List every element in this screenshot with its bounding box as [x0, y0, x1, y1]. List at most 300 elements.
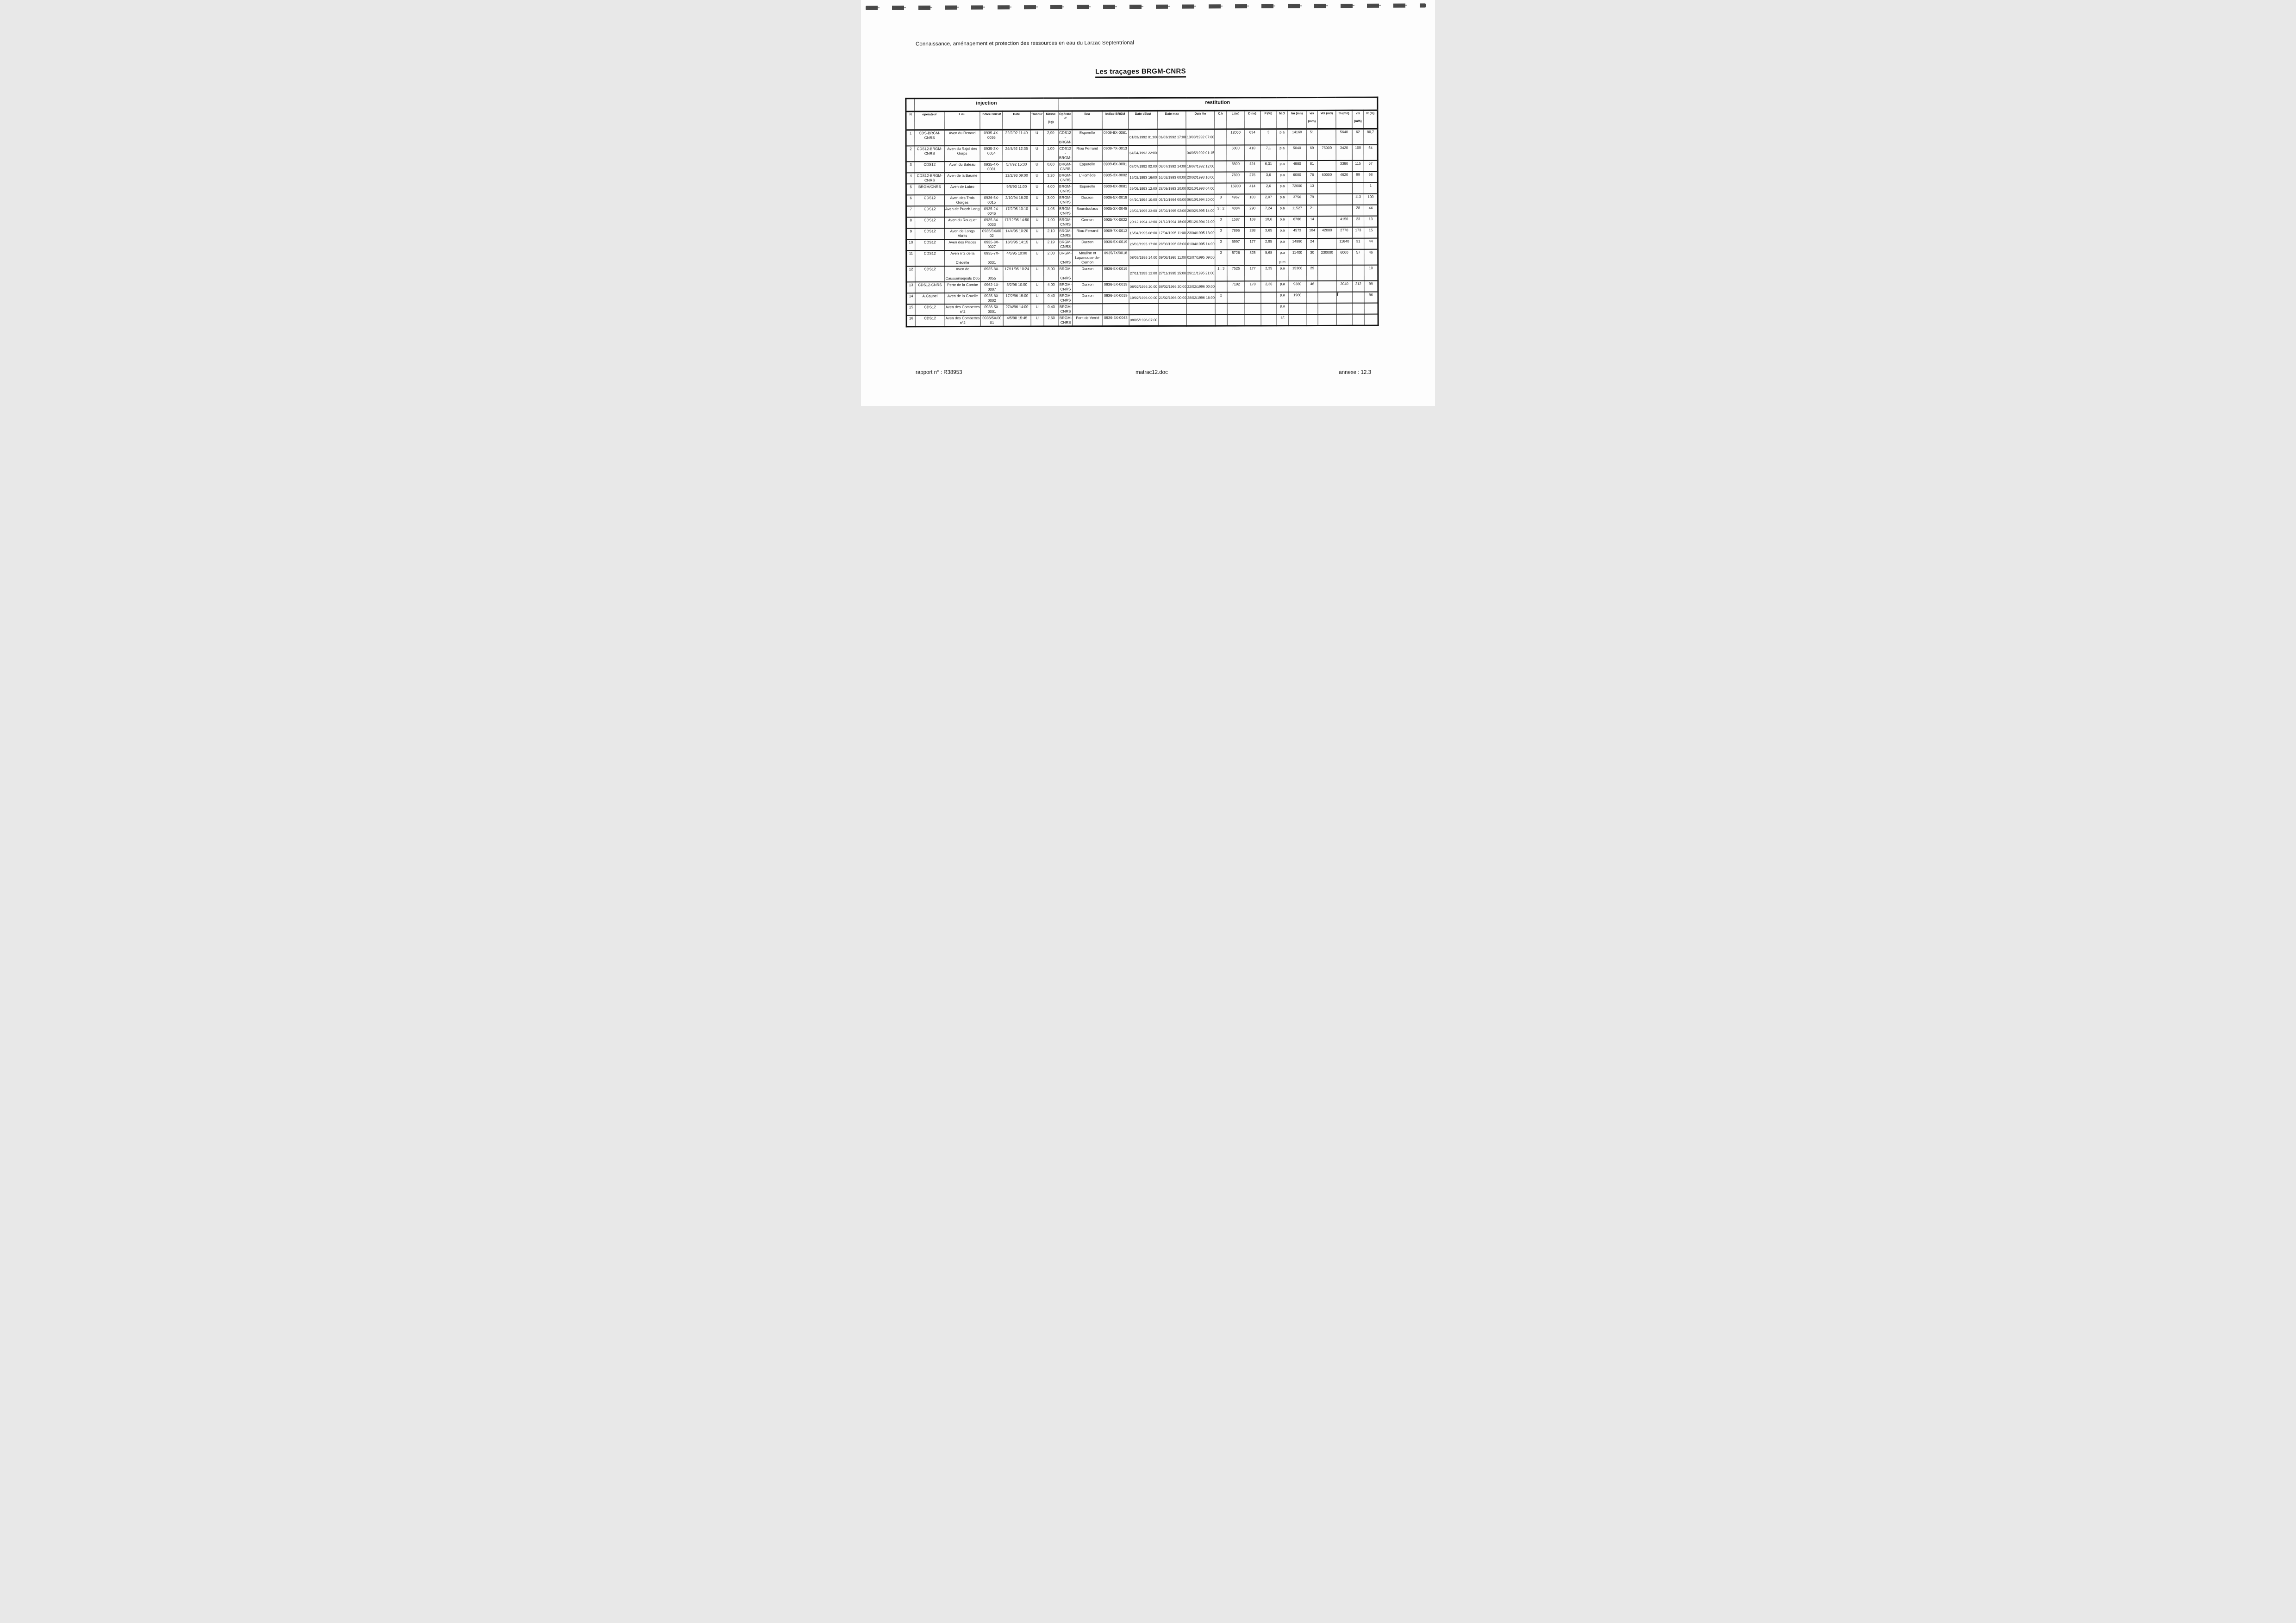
table-cell-r6-c2: CDS12: [915, 195, 944, 206]
table-cell-r1-c14: [1215, 129, 1227, 145]
table-cell-r15-c6: U: [1031, 304, 1044, 315]
table-cell-r8-c20: 14: [1306, 216, 1318, 227]
table-cell-r1-c1: 1: [906, 130, 915, 146]
table-cell-r1-c19: 14160: [1288, 129, 1306, 145]
table-cell-r16-c9: Font de Verrié: [1073, 315, 1102, 326]
table-cell-r16-c12: [1158, 315, 1186, 326]
table-row-16: [906, 314, 1378, 327]
table-cell-r12-c9: Durzon: [1073, 266, 1102, 281]
table-cell-r1-c17: 3: [1260, 129, 1277, 145]
table-cell-r1-c5: 22/2/92 11:40: [1003, 130, 1030, 146]
table-cell-r14-c17: [1261, 292, 1277, 303]
table-cell-r7-c1: 7: [906, 206, 915, 217]
table-cell-r15-c22: [1336, 303, 1353, 314]
table-cell-r14-c19: 1980: [1288, 292, 1307, 303]
table-cell-r7-c13: 26/02/1995 14:00: [1186, 205, 1215, 217]
table-cell-r13-c17: 2,36: [1261, 281, 1277, 292]
table-cell-r14-c20: [1307, 292, 1318, 303]
column-header-17: M.O: [1276, 110, 1288, 129]
table-cell-r3-c8: BRGM- CNRS: [1058, 162, 1073, 173]
table-cell-r3-c15: 6500: [1227, 161, 1244, 172]
table-cell-r11-c3: Aven n°2 de la Clédelle: [944, 250, 980, 266]
table-cell-r10-c21: [1318, 238, 1336, 249]
table-cell-r5-c19: 72000: [1288, 183, 1306, 194]
table-cell-r13-c23: 212: [1353, 281, 1365, 292]
table-cell-r8-c13: 25/12/1994 21:00: [1186, 217, 1215, 228]
table-cell-r5-c5: 9/8/93 11:00: [1003, 184, 1030, 195]
table-cell-r12-c11: 27/11/1995 12:00: [1129, 266, 1158, 281]
table-cell-r12-c7: 3,00: [1044, 266, 1059, 282]
table-cell-r16-c4: 0936/5X/00 01: [980, 315, 1003, 327]
table-cell-r14-c21: [1318, 292, 1336, 303]
table-cell-r6-c17: 2,07: [1260, 194, 1277, 205]
table-cell-r11-c2: CDS12: [915, 250, 944, 266]
table-cell-r10-c18: p.a: [1277, 238, 1288, 249]
table-cell-r1-c13: 13/03/1992 07:00: [1186, 129, 1214, 145]
table-cell-r12-c21: [1318, 265, 1336, 281]
table-cell-r5-c11: 29/09/1993 12:00: [1129, 183, 1158, 194]
table-cell-r5-c15: 15900: [1227, 183, 1244, 194]
table-cell-r10-c17: 2,95: [1260, 238, 1277, 249]
table-cell-r4-c4: [980, 173, 1003, 184]
table-cell-r16-c18: s/t: [1277, 314, 1288, 326]
table-cell-r1-c11: 01/03/1992 01:00: [1129, 130, 1158, 146]
table-cell-r6-c15: 4967: [1227, 194, 1245, 205]
table-cell-r2-c18: p.a: [1276, 145, 1288, 161]
table-cell-r10-c24: 44: [1364, 238, 1378, 249]
table-cell-r4-c6: U: [1030, 173, 1044, 184]
table-cell-r3-c14: [1215, 161, 1227, 172]
table-cell-r10-c19: 14880: [1288, 238, 1306, 249]
table-cell-r9-c1: 9: [906, 228, 915, 239]
table-cell-r2-c8: CDS12- BRGM-: [1058, 146, 1073, 162]
table-cell-r15-c17: [1261, 303, 1277, 314]
table-cell-r1-c7: 2,90: [1043, 130, 1058, 146]
footer-annex-number: annexe : 12.3: [1339, 370, 1371, 375]
table-cell-r3-c21: [1317, 161, 1336, 172]
table-cell-r11-c9: Mouline et Lapanouse-de- Cernon: [1073, 250, 1102, 266]
table-cell-r13-c7: 4,00: [1044, 282, 1059, 293]
table-cell-r12-c15: 7525: [1227, 266, 1245, 281]
group-header-restitution: restitution: [1058, 97, 1378, 111]
table-cell-r4-c7: 3,20: [1043, 173, 1058, 184]
table-cell-r6-c9: Durzon: [1073, 194, 1102, 205]
table-cell-r15-c8: BRGM- CNRS: [1059, 304, 1073, 315]
table-cell-r8-c7: 1,00: [1044, 217, 1059, 228]
table-cell-r15-c20: [1307, 303, 1318, 314]
table-cell-r12-c20: 29: [1306, 265, 1318, 281]
table-row-10: [906, 238, 1378, 251]
table-cell-r8-c15: 1587: [1227, 217, 1245, 228]
table-cell-r2-c2: CDS12-BRGM- CNRS: [915, 146, 944, 162]
table-cell-r13-c14: [1215, 281, 1228, 292]
table-cell-r2-c5: 24/4/92 12:35: [1003, 146, 1030, 162]
table-cell-r1-c3: Aven du Renard: [944, 130, 980, 146]
table-cell-r7-c5: 17/2/95 10:10: [1003, 206, 1030, 217]
table-cell-r7-c10: 0935-2X-0048: [1102, 205, 1129, 217]
table-cell-r1-c9: Esperelle: [1072, 130, 1102, 146]
column-header-13: C.h: [1215, 111, 1227, 130]
table-cell-r4-c16: 275: [1244, 172, 1260, 183]
column-header-3: Indice BRGM: [980, 111, 1003, 130]
table-cell-r7-c24: 44: [1364, 205, 1378, 216]
table-cell-r8-c5: 17/12/95 14:50: [1003, 217, 1030, 228]
table-cell-r4-c12: 16/02/1993 00:00: [1158, 172, 1186, 183]
table-cell-r2-c15: 5800: [1227, 145, 1244, 161]
table-cell-r7-c2: CDS12: [915, 206, 944, 217]
table-cell-r3-c4: 0935-4X- 0031: [980, 162, 1003, 173]
table-cell-r15-c23: [1353, 303, 1365, 314]
table-cell-r15-c9: [1073, 304, 1102, 315]
table-cell-r14-c6: U: [1030, 293, 1044, 304]
table-cell-r14-c9: Durzon: [1073, 292, 1102, 304]
table-cell-r5-c16: 414: [1244, 183, 1260, 194]
table-cell-r8-c1: 8: [906, 217, 915, 228]
table-cell-r10-c7: 2,19: [1044, 239, 1059, 250]
table-cell-r3-c18: p.a: [1277, 161, 1288, 172]
table-cell-r2-c10: 0909-7X-0013: [1102, 145, 1129, 161]
table-cell-r4-c3: Aven de la Baume: [944, 173, 980, 184]
table-cell-r5-c24: 1: [1364, 183, 1378, 194]
table-cell-r5-c22: [1336, 183, 1352, 194]
table-cell-r8-c6: U: [1030, 217, 1044, 228]
table-cell-r15-c16: [1245, 304, 1261, 315]
table-cell-r11-c18: p.a p.m: [1277, 249, 1288, 265]
table-cell-r10-c5: 18/3/95 14:15: [1003, 239, 1030, 250]
table-cell-r1-c21: [1317, 129, 1336, 145]
table-cell-r11-c13: 02/07/1995 09:00: [1186, 250, 1215, 266]
table-cell-r9-c2: CDS12: [915, 228, 944, 239]
column-header-0: N: [906, 112, 915, 131]
table-cell-r7-c21: [1318, 205, 1336, 216]
table-cell-r9-c18: p.a: [1277, 227, 1288, 238]
table-cell-r13-c6: U: [1030, 282, 1044, 293]
table-cell-r10-c12: 28/03/1995 03:00: [1158, 239, 1186, 250]
table-cell-r12-c18: p.a: [1277, 265, 1288, 281]
table-cell-r4-c2: CDS12-BRGM- CNRS: [915, 173, 944, 184]
table-cell-r10-c4: 0935-8X- 0027: [980, 239, 1003, 250]
table-cell-r10-c3: Aven des Places: [944, 239, 980, 250]
column-header-6: Masse (kg): [1043, 111, 1058, 130]
table-cell-r5-c23: [1352, 183, 1364, 194]
table-cell-r2-c4: 0935-3X- 0054: [980, 146, 1003, 162]
table-cell-r2-c19: 5040: [1288, 145, 1306, 161]
table-cell-r4-c1: 4: [906, 173, 915, 184]
table-cell-r13-c20: 46: [1307, 281, 1318, 292]
table-cell-r12-c23: [1352, 265, 1364, 281]
table-cell-r16-c17: [1261, 314, 1277, 326]
footer-report-number: rapport n° : R38953: [916, 370, 962, 375]
table-cell-r3-c3: Aven du Bateau: [944, 162, 980, 173]
table-cell-r5-c9: Esperelle: [1073, 183, 1102, 194]
table-cell-r12-c5: 17/11/95 10:24: [1003, 266, 1030, 282]
table-cell-r2-c6: U: [1030, 146, 1044, 162]
table-cell-r14-c23: [1353, 292, 1365, 303]
table-cell-r16-c16: [1245, 315, 1261, 326]
table-cell-r12-c3: Aven de Caussenuéjouls D65: [944, 266, 980, 282]
table-cell-r6-c13: 06/10/1994 20:00: [1186, 194, 1215, 205]
table-cell-r6-c18: p.a: [1277, 194, 1288, 205]
table-cell-r13-c2: CDS12-CNRS: [915, 282, 944, 293]
table-row-6: [906, 194, 1378, 206]
table-cell-r12-c16: 177: [1245, 266, 1261, 281]
table-cell-r2-c12: [1158, 145, 1186, 161]
table-cell-r4-c5: 12/2/93 09:00: [1003, 173, 1030, 184]
column-header-19: v/s (m/h): [1306, 110, 1318, 129]
corner-header-cell: [906, 99, 915, 112]
table-row-13: [906, 281, 1378, 293]
table-cell-r12-c4: 0935-8X- 0055: [980, 266, 1003, 282]
table-row-8: [906, 216, 1378, 229]
column-header-23: R (%): [1364, 110, 1378, 129]
table-cell-r15-c18: p.a: [1277, 303, 1288, 314]
table-cell-r2-c20: 69: [1306, 145, 1318, 161]
table-cell-r12-c10: 0936-5X-0019: [1102, 266, 1129, 281]
table-cell-r12-c1: 12: [906, 266, 915, 282]
table-cell-r5-c14: [1215, 183, 1227, 194]
table-cell-r13-c22: 2040: [1336, 281, 1353, 292]
table-cell-r14-c16: [1245, 292, 1261, 304]
table-cell-r2-c3: Aven du Rajol des Gorps: [944, 146, 980, 162]
page-title: Les traçages BRGM-CNRS: [1095, 67, 1186, 78]
table-cell-r8-c21: [1318, 216, 1336, 227]
table-cell-r9-c22: 2770: [1336, 227, 1353, 238]
table-row-14: [906, 292, 1378, 305]
table-cell-r12-c12: 27/11/1995 15:00: [1158, 266, 1186, 281]
table-cell-r11-c6: U: [1030, 250, 1044, 266]
table-cell-r7-c17: 7,24: [1260, 205, 1277, 216]
table-cell-r13-c11: 08/02/1996 20:00: [1129, 281, 1158, 292]
table-cell-r13-c15: 7192: [1227, 281, 1245, 292]
table-cell-r11-c5: 4/6/95 10:00: [1003, 250, 1030, 266]
table-cell-r12-c19: 15300: [1288, 265, 1307, 281]
table-cell-r8-c3: Aven du Rouquet: [944, 217, 980, 228]
table-cell-r12-c13: 29/11/1995 21:00: [1186, 266, 1215, 281]
table-cell-r14-c22: [1336, 292, 1353, 303]
table-cell-r1-c23: 62: [1352, 129, 1364, 145]
table-cell-r16-c3: Aven des Combettes n°2: [945, 315, 981, 327]
table-cell-r14-c15: [1227, 292, 1245, 304]
table-cell-r13-c13: 22/02/1996 00:00: [1186, 281, 1215, 292]
table-cell-r10-c23: 31: [1352, 238, 1364, 249]
table-cell-r12-c22: [1336, 265, 1353, 281]
table-cell-r1-c8: CDS12- BRGM-: [1058, 130, 1073, 146]
table-cell-r3-c24: 57: [1364, 161, 1378, 172]
table-cell-r9-c24: 15: [1364, 227, 1378, 238]
table-row-9: [906, 227, 1378, 240]
table-cell-r15-c14: [1215, 304, 1228, 315]
table-cell-r14-c12: 21/02/1996 00:00: [1158, 292, 1186, 304]
table-cell-r9-c5: 14/4/95 10:20: [1003, 228, 1030, 239]
table-cell-r9-c17: 3,65: [1260, 227, 1277, 238]
column-header-7: Opérateur: [1058, 111, 1073, 130]
table-cell-r16-c8: BRGM- CNRS: [1059, 315, 1073, 327]
table-cell-r3-c13: 16/07/1992 12:00: [1186, 161, 1215, 172]
table-cell-r13-c19: 9380: [1288, 281, 1307, 292]
table-cell-r2-c1: 2: [906, 146, 915, 162]
table-cell-r3-c23: 115: [1352, 161, 1364, 172]
table-cell-r2-c7: 1,00: [1043, 146, 1058, 162]
table-cell-r15-c15: [1227, 304, 1245, 315]
table-cell-r16-c23: [1353, 314, 1365, 326]
table-cell-r15-c2: CDS12: [915, 304, 944, 315]
table-cell-r6-c19: 3756: [1288, 194, 1306, 205]
table-cell-r10-c20: 24: [1306, 238, 1318, 249]
column-header-16: P (%): [1260, 110, 1277, 129]
table-cell-r7-c14: 3 ; 2: [1215, 205, 1227, 217]
table-cell-r9-c21: 42000: [1318, 227, 1336, 238]
table-cell-r6-c24: 100: [1364, 194, 1378, 205]
table-row-7: [906, 205, 1378, 218]
table-cell-r8-c23: 23: [1352, 216, 1364, 227]
table-cell-r6-c21: [1318, 194, 1336, 205]
column-header-18: tm (mn): [1288, 110, 1306, 129]
table-cell-r14-c8: BRGM- CNRS: [1059, 293, 1073, 304]
table-cell-r16-c10: 0936-5X-0043: [1103, 315, 1129, 326]
table-cell-r13-c4: 0962-1X- 0007: [980, 282, 1003, 293]
table-cell-r2-c17: 7,1: [1260, 145, 1277, 161]
table-cell-r13-c18: p.a: [1277, 281, 1288, 292]
table-cell-r4-c10: 0935-3X-0002: [1102, 172, 1129, 183]
table-cell-r3-c20: 81: [1306, 161, 1318, 172]
table-cell-r5-c18: p.a: [1277, 183, 1288, 194]
table-cell-r2-c9: Riou Ferrand: [1072, 145, 1102, 161]
table-cell-r15-c24: [1364, 303, 1378, 314]
table-cell-r10-c11: 26/03/1995 17:00: [1129, 239, 1158, 250]
table-cell-r8-c24: 13: [1364, 216, 1378, 227]
table-cell-r16-c2: CDS12: [915, 315, 944, 327]
table-cell-r11-c21: 230000: [1318, 249, 1336, 265]
table-cell-r15-c3: Aven des Combettes n°2: [945, 304, 981, 315]
table-cell-r4-c15: 7600: [1227, 172, 1244, 183]
table-cell-r5-c7: 4,00: [1043, 184, 1058, 195]
table-cell-r11-c20: 30: [1306, 249, 1318, 265]
table-cell-r11-c24: 46: [1364, 249, 1378, 265]
table-cell-r14-c7: 0,40: [1044, 293, 1059, 304]
table-cell-r2-c23: 100: [1352, 145, 1364, 161]
table-cell-r10-c22: 11640: [1336, 238, 1353, 249]
table-cell-r14-c13: 28/02/1996 16:00: [1186, 292, 1215, 304]
table-cell-r14-c18: p.a: [1277, 292, 1288, 303]
table-cell-r8-c14: 3: [1215, 217, 1227, 228]
table-cell-r11-c19: 11400: [1288, 249, 1307, 265]
table-cell-r7-c23: 28: [1352, 205, 1364, 216]
table-cell-r16-c13: [1186, 315, 1215, 326]
table-cell-r4-c18: p.a: [1277, 172, 1288, 183]
table-cell-r16-c24: [1364, 314, 1378, 326]
table-row-11: [906, 249, 1378, 267]
tracings-table-container: [905, 97, 1379, 328]
table-cell-r4-c23: 99: [1352, 172, 1364, 183]
table-cell-r1-c15: 12000: [1227, 129, 1244, 145]
table-cell-r6-c7: 3,00: [1043, 195, 1058, 206]
table-cell-r6-c5: 2/10/94 16:20: [1003, 195, 1030, 206]
table-cell-r13-c21: [1318, 281, 1336, 292]
table-cell-r6-c20: 79: [1306, 194, 1318, 205]
table-cell-r13-c24: 99: [1364, 281, 1378, 292]
column-header-2: Lieu: [944, 111, 980, 130]
table-row-4: [906, 172, 1378, 184]
table-cell-r5-c12: 28/09/1993 20:00: [1158, 183, 1186, 194]
table-cell-r11-c16: 325: [1245, 250, 1261, 266]
table-cell-r12-c24: 10: [1364, 265, 1378, 281]
table-cell-r1-c12: 01/03/1992 17:00: [1158, 129, 1186, 145]
table-cell-r9-c10: 0909-7X-0013: [1102, 228, 1129, 239]
column-header-21: tn (mn): [1336, 110, 1352, 129]
table-cell-r15-c1: 15: [906, 304, 915, 315]
table-cell-r7-c18: p.a: [1277, 205, 1288, 216]
table-cell-r14-c3: Aven de la Gruelle: [945, 293, 981, 304]
table-cell-r16-c20: [1307, 314, 1318, 326]
table-cell-r3-c5: 5/7/92 15:30: [1003, 162, 1030, 173]
table-cell-r10-c13: 01/04/1995 14:00: [1186, 239, 1215, 250]
table-cell-r4-c14: [1215, 172, 1227, 183]
table-cell-r7-c9: Boundoulaou: [1073, 205, 1102, 217]
table-cell-r1-c4: 0935-4X- 0036: [980, 130, 1003, 146]
table-cell-r1-c20: 51: [1306, 129, 1318, 145]
scanned-document-page: [861, 0, 1435, 406]
table-cell-r14-c14: 2: [1215, 292, 1228, 304]
table-cell-r2-c16: 410: [1244, 145, 1260, 161]
table-cell-r11-c14: 3: [1215, 250, 1227, 266]
table-row-1: [906, 129, 1378, 146]
table-cell-r4-c19: 6000: [1288, 172, 1306, 183]
table-cell-r7-c12: 25/02/1995 02:00: [1158, 205, 1186, 217]
table-cell-r15-c19: [1288, 303, 1307, 314]
table-cell-r8-c9: Cernon: [1073, 217, 1102, 228]
table-cell-r12-c6: U: [1030, 266, 1044, 282]
table-cell-r6-c11: 04/10/1994 10:00: [1129, 194, 1158, 205]
table-cell-r7-c6: U: [1030, 206, 1044, 217]
table-cell-r15-c21: [1318, 303, 1336, 314]
table-cell-r2-c21: 75000: [1317, 145, 1336, 161]
table-cell-r12-c14: 1 ; 3: [1215, 266, 1227, 281]
table-cell-r4-c8: BRGM- CNRS: [1058, 173, 1073, 184]
table-cell-r15-c5: 27/4/96 14:00: [1003, 304, 1030, 315]
table-row-5: [906, 183, 1378, 195]
table-cell-r3-c12: 08/07/1992 14:00: [1158, 161, 1186, 172]
table-cell-r7-c16: 290: [1244, 205, 1260, 217]
table-cell-r15-c7: 0,40: [1044, 304, 1059, 315]
table-cell-r2-c11: 64/04/1992 22:00: [1129, 145, 1158, 161]
table-cell-r11-c22: 6000: [1336, 249, 1353, 265]
table-cell-r10-c15: 5997: [1227, 239, 1245, 250]
table-cell-r7-c8: BRGM- CNRS: [1058, 206, 1073, 217]
table-cell-r2-c22: 3420: [1336, 145, 1352, 161]
table-cell-r4-c22: 4620: [1336, 172, 1352, 183]
table-cell-r6-c14: 3: [1215, 194, 1227, 205]
table-cell-r7-c3: Aven de Puech Long: [944, 206, 980, 217]
table-cell-r15-c10: [1103, 304, 1129, 315]
table-cell-r2-c13: 04/05/1992 01:15: [1186, 145, 1214, 161]
document-header-note: Connaissance, aménagement et protection des ressources en eau du Larzac Septentrional: [915, 40, 1135, 47]
table-cell-r8-c17: 10,6: [1260, 216, 1277, 227]
table-cell-r5-c20: 13: [1306, 183, 1318, 194]
table-cell-r11-c15: 5726: [1227, 250, 1245, 266]
table-cell-r8-c2: CDS12: [915, 217, 944, 228]
table-cell-r10-c9: Durzon: [1073, 239, 1102, 250]
table-cell-r16-c22: [1336, 314, 1353, 326]
table-cell-r10-c14: 3: [1215, 239, 1227, 250]
table-cell-r16-c15: [1227, 315, 1245, 326]
table-cell-r3-c1: 3: [906, 162, 915, 173]
table-cell-r4-c17: 3,6: [1260, 172, 1277, 183]
table-cell-r7-c15: 4004: [1227, 205, 1245, 217]
table-cell-r5-c3: Aven de Labro: [944, 184, 980, 195]
table-cell-r6-c22: [1336, 194, 1352, 205]
table-cell-r16-c7: 2,50: [1044, 315, 1059, 327]
table-cell-r5-c13: 02/10/1993 04:00: [1186, 183, 1215, 194]
